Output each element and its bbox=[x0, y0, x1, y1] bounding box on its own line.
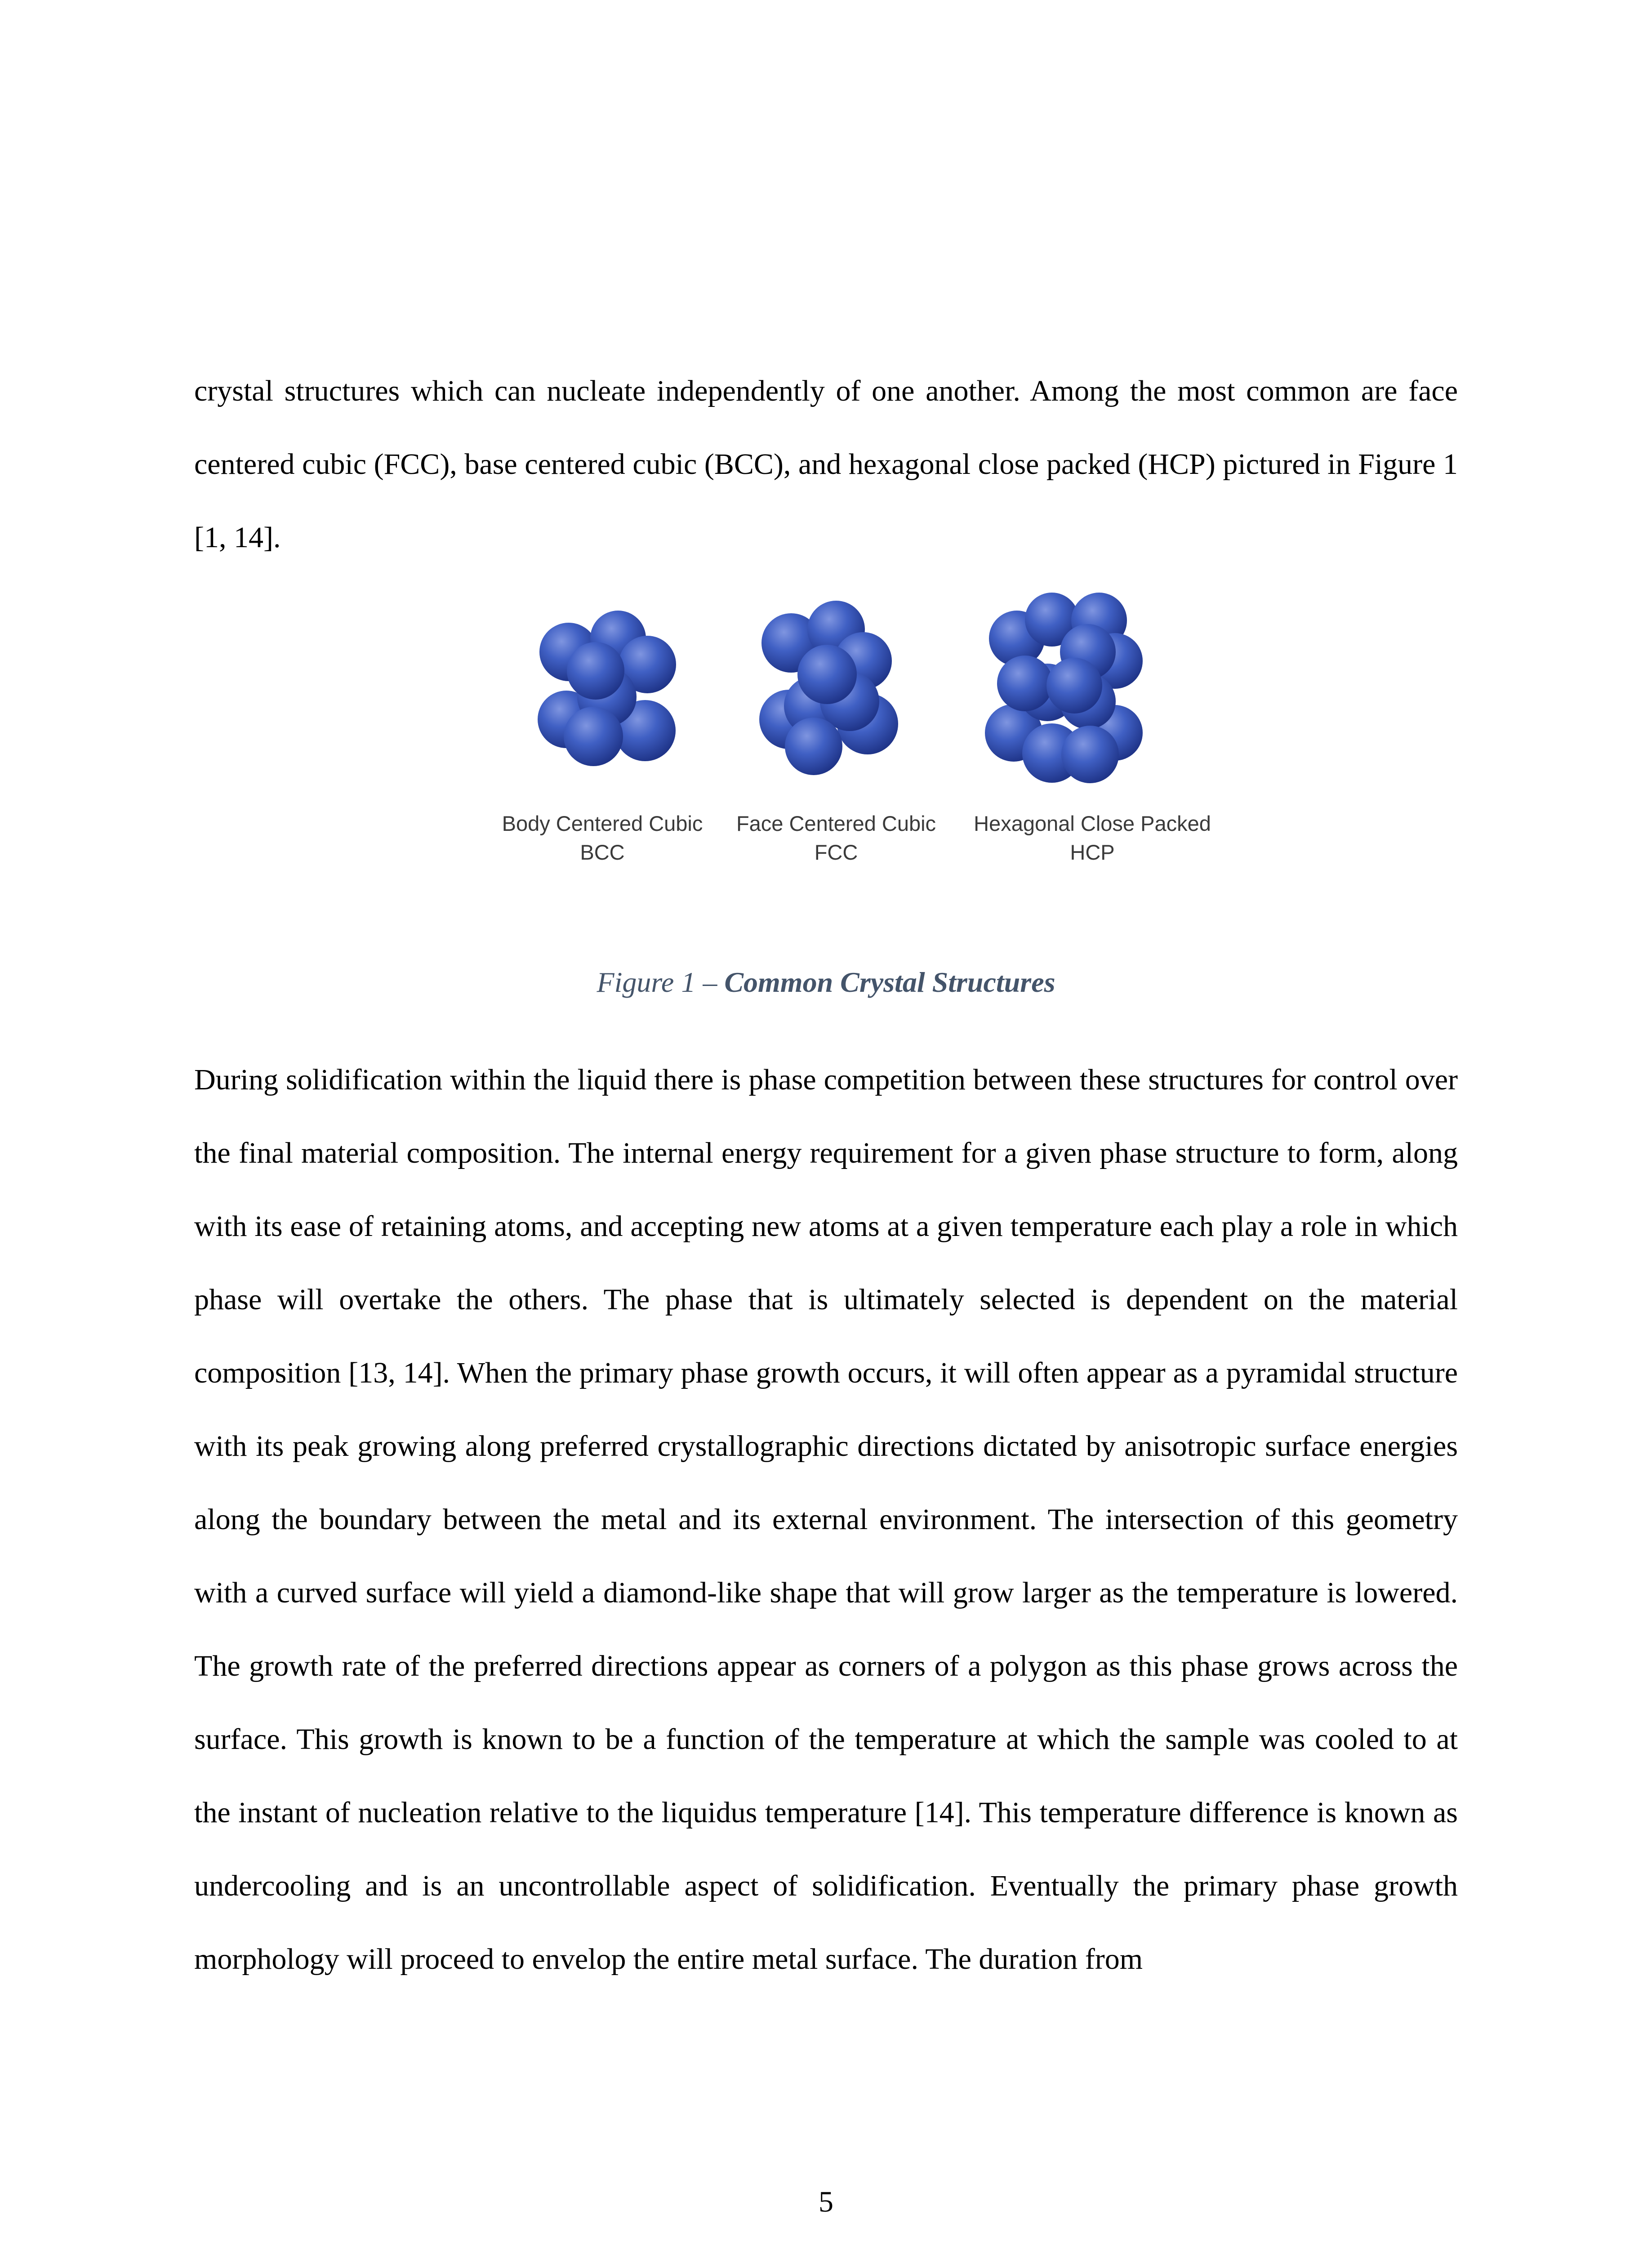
fcc-atom-cluster-icon bbox=[759, 601, 898, 775]
page-number: 5 bbox=[819, 2186, 833, 2218]
caption-title: Common Crystal Structures bbox=[724, 966, 1055, 998]
fcc-label: Face Centered Cubic FCC bbox=[736, 812, 936, 864]
body-paragraph: During solidification within the liquid there is phase competition between these structures for control over the final material composition. The internal energy requirement for a given phase structure to form, along with its ease of retaining atoms, and accepting new atoms at a given temperature each play a role in which phase will overtake the others. The phase that is ultimately selected is dependent on the material composition [13, 14]. When the primary phase growth occurs, it will often appear as a pyramidal structure with its peak growing along preferred crystallographic directions dictated by anisotropic surface energies along the boundary between the metal and its external environment. The intersection of this geometry with a curved surface will yield a diamond-like shape that will grow larger as the temperature is lowered. The growth rate of the preferred directions appear as corners of a polygon as this phase grows across the surface. This growth is known to be a function of the temperature at which the sample was cooled to at the instant of nucleation relative to the liquidus temperature [14]. This temperature difference is known as undercooling and is an uncontrollable aspect of solidification. Eventually the primary phase growth morphology will proceed to envelop the entire metal surface. The duration from bbox=[194, 1063, 1458, 1976]
bcc-atom-cluster-icon bbox=[538, 611, 676, 766]
hcp-label: Hexagonal Close Packed HCP bbox=[974, 812, 1211, 864]
figure-caption bbox=[0, 966, 1652, 999]
hcp-atom-cluster-icon bbox=[985, 593, 1143, 783]
crystal-structures-figure bbox=[468, 584, 1223, 899]
caption-prefix: Figure 1 – bbox=[597, 966, 725, 998]
bcc-label: Body Centered Cubic BCC bbox=[502, 812, 703, 864]
body-paragraph: crystal structures which can nucleate independently of one another. Among the most common are face centered cubic (FCC), base centered cubic (BCC), and hexagonal close packed (HCP) pictured in Figure 1 [1, 14]. bbox=[194, 375, 1458, 554]
